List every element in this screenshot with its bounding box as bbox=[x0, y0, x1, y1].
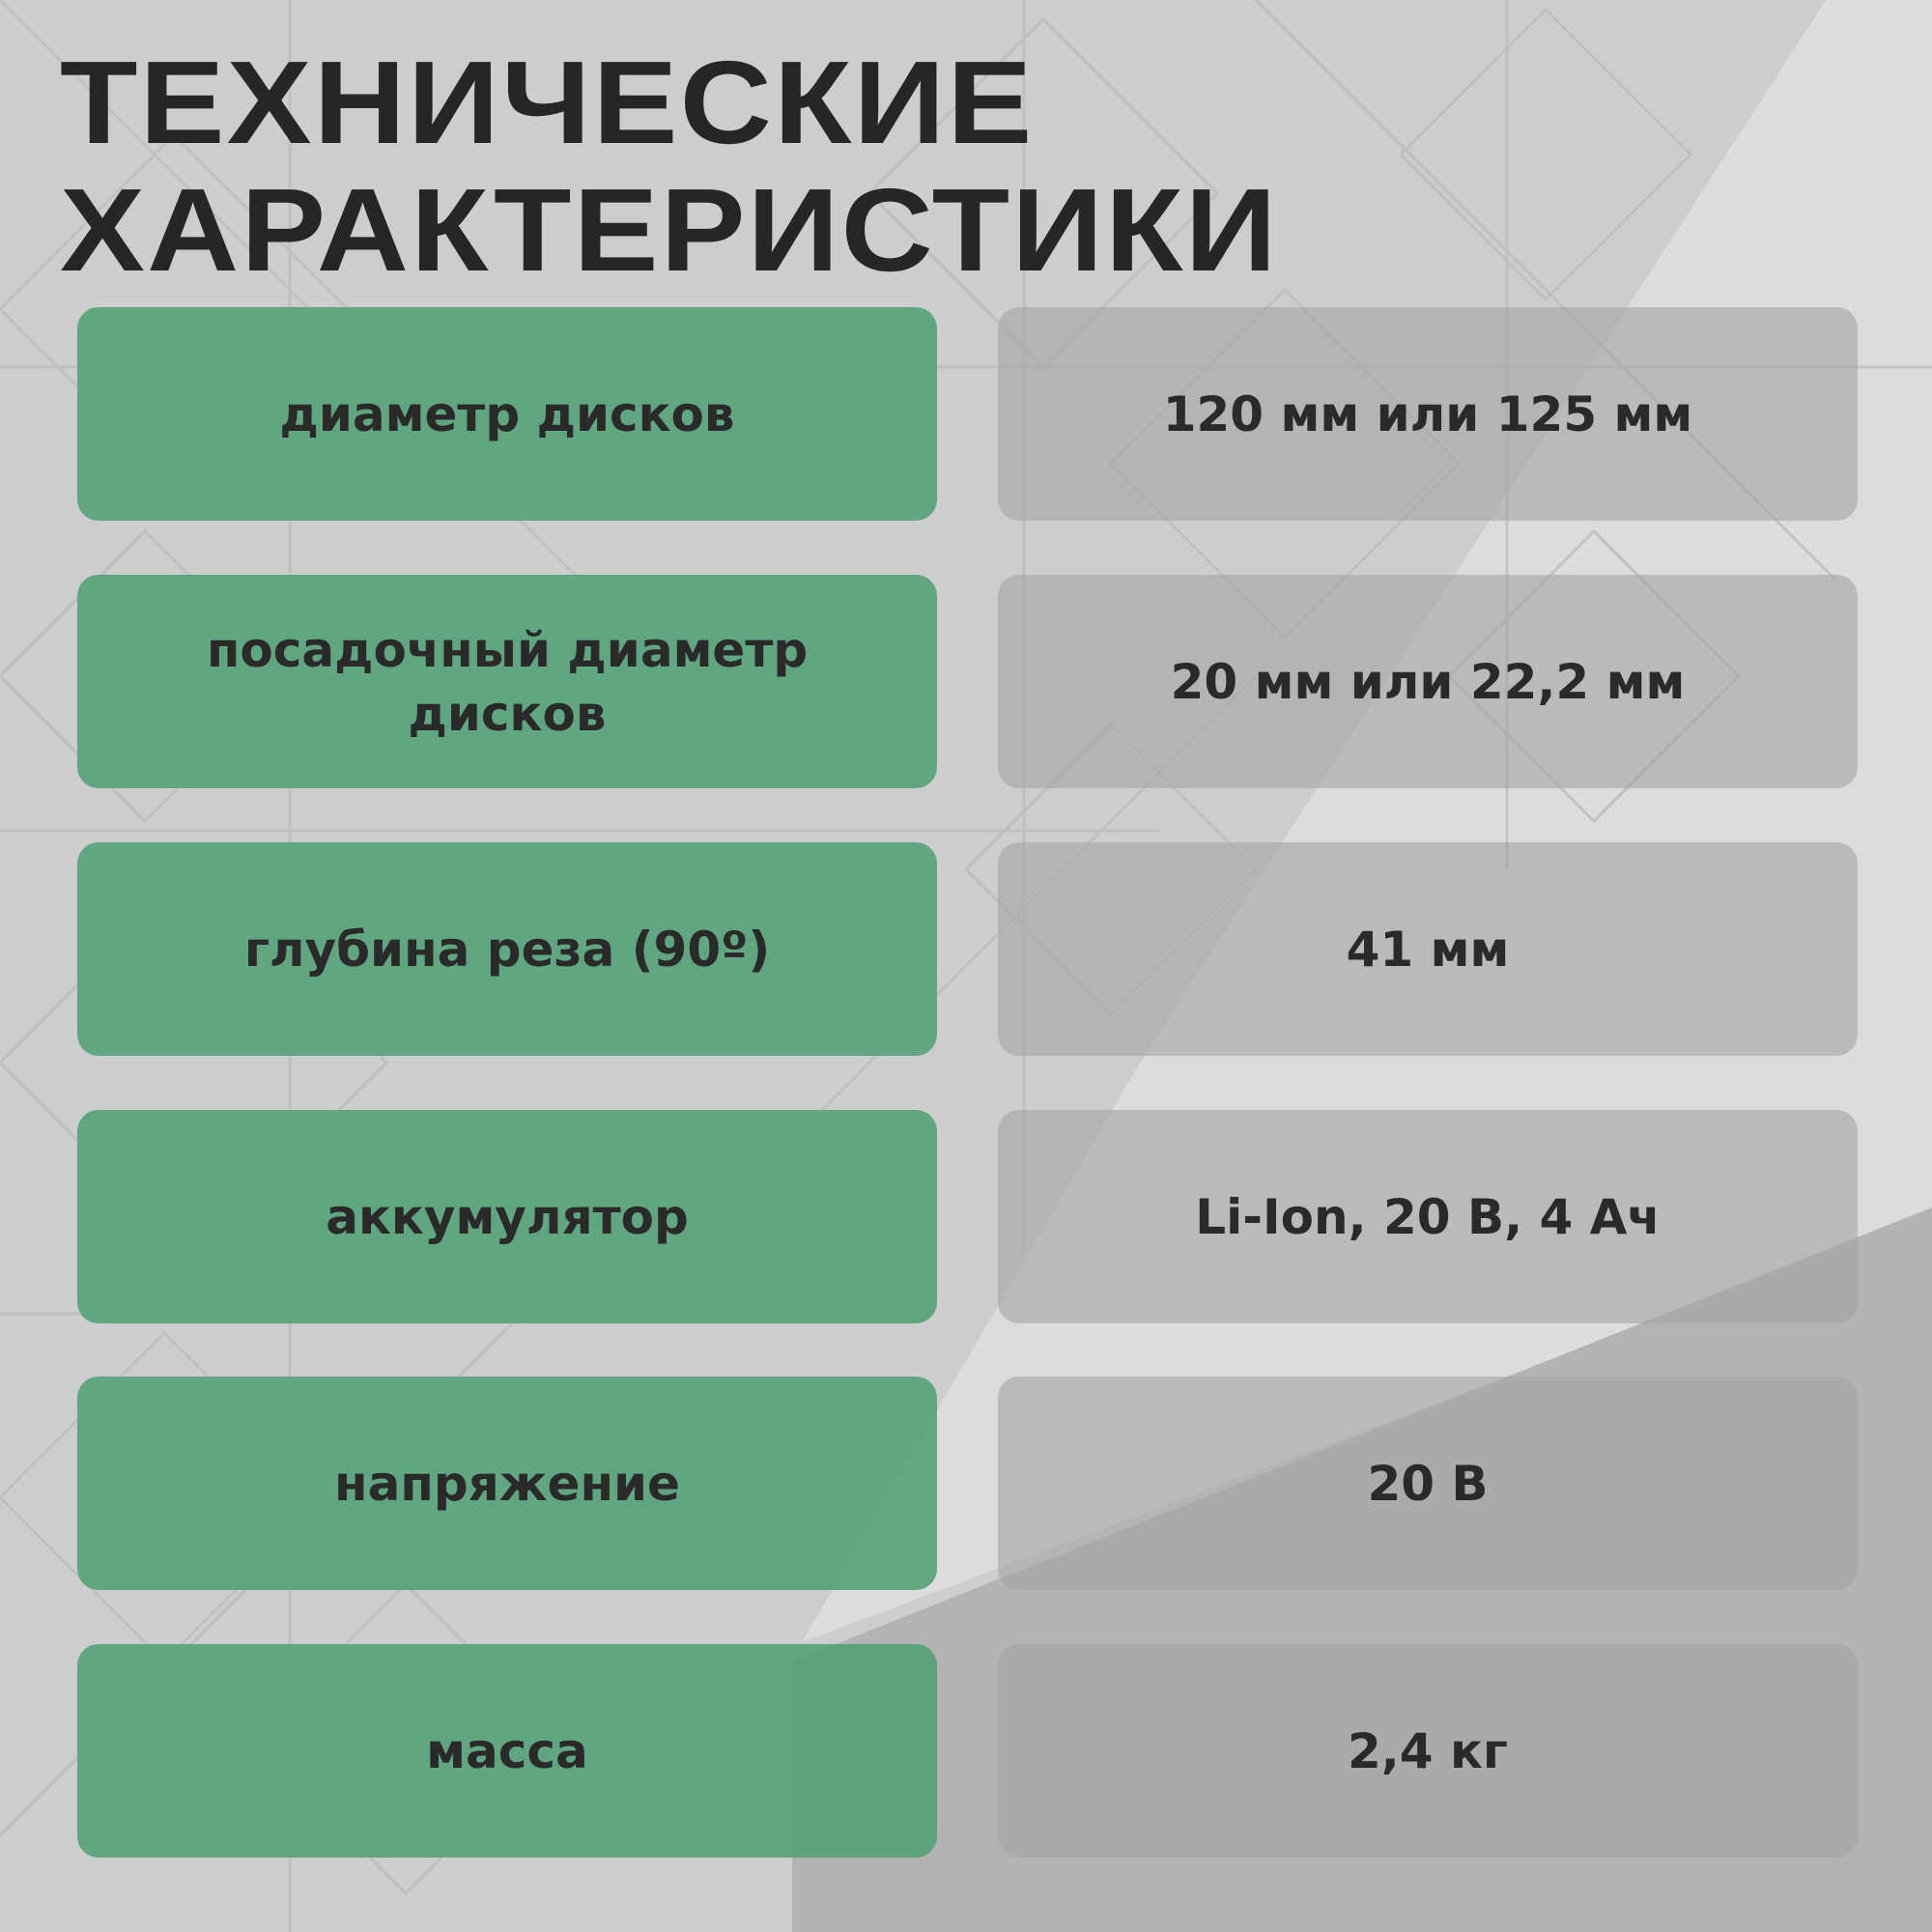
spec-label-battery: аккумулятор bbox=[77, 1110, 937, 1323]
page-title-line1: ТЕХНИЧЕСКИЕ bbox=[60, 37, 1035, 168]
spec-label-arbor-diameter: посадочный диаметр дисков bbox=[77, 575, 937, 788]
spec-value-weight: 2,4 кг bbox=[998, 1644, 1858, 1858]
spec-value-voltage: 20 В bbox=[998, 1377, 1858, 1590]
spec-value-disc-diameter: 120 мм или 125 мм bbox=[998, 307, 1858, 521]
spec-value-battery: Li-Ion, 20 В, 4 Ач bbox=[998, 1110, 1858, 1323]
spec-value-arbor-diameter: 20 мм или 22,2 мм bbox=[998, 575, 1858, 788]
spec-label-voltage: напряжение bbox=[77, 1377, 937, 1590]
spec-label-cut-depth: глубина реза (90º) bbox=[77, 842, 937, 1056]
spec-label-disc-diameter: диаметр дисков bbox=[77, 307, 937, 521]
page-title-line2: ХАРАКТЕРИСТИКИ bbox=[60, 164, 1279, 296]
spec-value-cut-depth: 41 мм bbox=[998, 842, 1858, 1056]
spec-label-weight: масса bbox=[77, 1644, 937, 1858]
